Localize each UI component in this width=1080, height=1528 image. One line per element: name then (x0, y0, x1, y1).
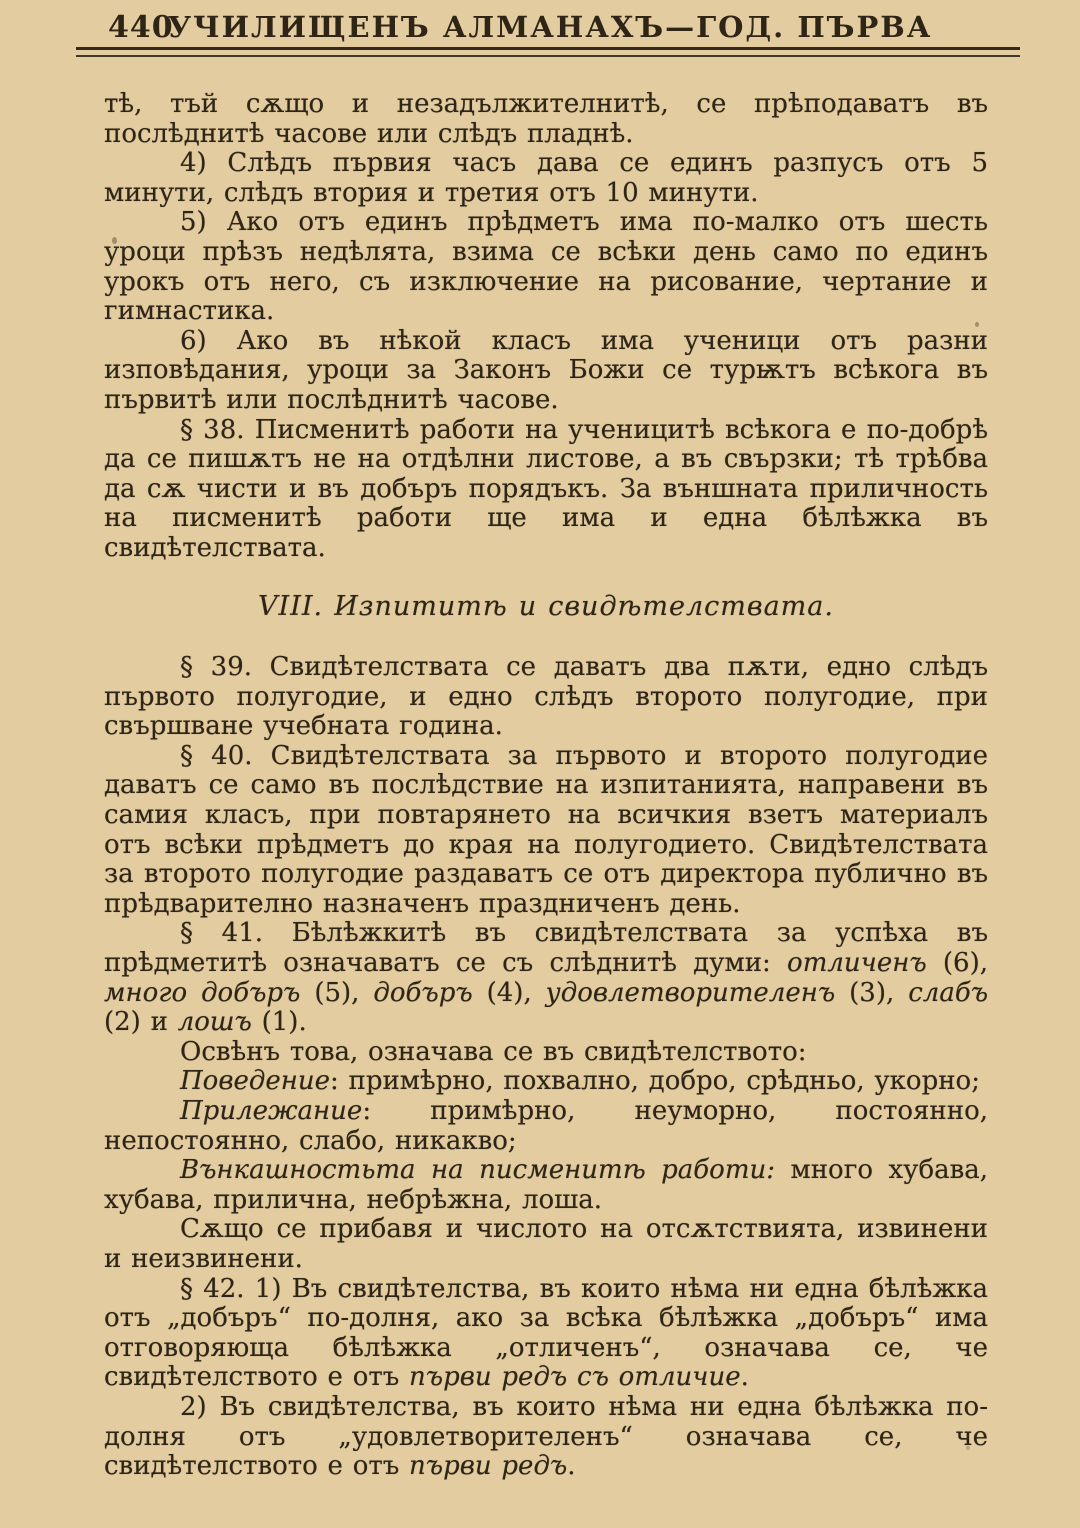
paragraph (104, 1097, 988, 1156)
paragraph (104, 416, 988, 564)
text-run: § 41. Бѣлѣжкитѣ въ свидѣтелствата за успѣха въ прѣдметитѣ означаватъ се съ слѣднитѣ думи: (104, 918, 988, 979)
text-run: (4), (472, 977, 546, 1008)
paragraph (104, 90, 988, 149)
page-body (104, 90, 988, 1482)
text-run: VIII. Изпититѣ и свидѣтелствата. (258, 590, 834, 622)
italic-run: отличенъ (787, 948, 927, 979)
text-run: : примѣрно, похвално, добро, срѣдньо, укорно; (329, 1066, 980, 1097)
running-title: УЧИЛИЩЕНЪ АЛМАНАХЪ—ГОД. ПЪРВА (167, 10, 933, 44)
italic-run: много добъръ (104, 977, 301, 1008)
text-run: 4) Слѣдъ първия часъ дава се единъ разпусъ отъ 5 минути, слѣдъ втория и третия отъ 10 минути. (104, 148, 988, 208)
italic-run: Поведение (180, 1066, 330, 1097)
text-run: (3), (835, 977, 909, 1008)
text-run: § 40. Свидѣтелствата за първото и второто полугодие даватъ се само въ послѣдствие на изпитанията, направени въ самия класъ, при повтарянето на всичкия взетъ материалъ отъ всѣки прѣдметъ до края на полугодието. Свидѣтелствата за второто полугодие раздаватъ се отъ директора публично въ прѣдварително назначенъ праздниченъ день. (104, 740, 988, 919)
italic-run: слабъ (908, 977, 989, 1008)
text-run: много хубава, хубава, прилична, небрѣжна, лоша. (104, 1155, 989, 1215)
paragraph (104, 208, 988, 326)
paragraph (104, 327, 988, 416)
text-run: . (567, 1451, 576, 1482)
text-run: Освѣнъ това, означава се въ свидѣтелството: (180, 1036, 807, 1067)
text-run: § 38. Писменитѣ работи на ученицитѣ всѣкога е по-добрѣ да се пишѫтъ не на отдѣлни листове, а въ свързки; тѣ трѣбва да сѫ чисти и въ добъръ порядъкъ. За външната приличность на писменитѣ работи ще има и една бѣлѣжка въ свидѣтелствата. (104, 414, 988, 563)
italic-run: първи редъ съ отличие (409, 1362, 741, 1393)
text-run: (6), (926, 948, 989, 979)
paragraph (104, 742, 988, 920)
paragraph (104, 1156, 988, 1215)
paragraph (104, 1038, 988, 1068)
text-run: 2) Въ свидѣтелства, въ които нѣма ни една бѣлѣжка по-долня отъ „удовлетворителенъ“ означава се, че свидѣтелството е отъ (104, 1391, 988, 1482)
italic-run: Прилежание (180, 1096, 363, 1126)
text-run: § 39. Свидѣтелствата се даватъ два пѫти, едно слѣдъ първото полугодие, и едно слѣдъ второто полугодие, при свършване учебната година. (104, 652, 988, 742)
text-run: : примѣрно, неуморно, постоянно, непостоянно, слабо, никакво; (104, 1096, 988, 1156)
section-heading (104, 592, 988, 622)
paragraph (104, 149, 988, 208)
text-run: (5), (300, 977, 374, 1008)
text-run: 6) Ако въ нѣкой класъ има ученици отъ разни изповѣдания, уроци за Законъ Божи се турѭтъ всѣкога въ първитѣ или послѣднитѣ часове. (104, 325, 988, 415)
italic-run: добъръ (373, 977, 473, 1008)
paragraph (104, 1067, 988, 1097)
italic-run: лошъ (177, 1007, 252, 1038)
text-run: тѣ, тъй сѫщо и незадължителнитѣ, се прѣподаватъ въ послѣднитѣ часове или слѣдъ пладнѣ. (104, 89, 988, 149)
italic-run: удовлетворителенъ (545, 977, 836, 1008)
text-run: § 42. 1) Въ свидѣтелства, въ които нѣма ни една бѣлѣжка отъ „добъръ“ по-долня, ако за всѣка бѣлѣжка „добъръ“ има отговоряюща бѣлѣжка „отличенъ“, означава се, че свидѣтелството е отъ (104, 1273, 988, 1393)
paragraph (104, 1393, 988, 1482)
page-header (0, 6, 1080, 46)
paper-speck (966, 1446, 970, 1450)
italic-run: първи редъ (409, 1451, 568, 1482)
paragraph (104, 653, 988, 742)
paper-speck (112, 237, 117, 244)
text-run: 5) Ако отъ единъ прѣдметъ има по-малко отъ шесть уроци прѣзъ недѣлята, взима се всѣки день само по единъ урокъ отъ него, съ изключение на рисование, чертание и гимнастика. (104, 207, 988, 327)
italic-run: Вънкашностьта на писменитѣ работи: (180, 1155, 775, 1186)
paragraph (104, 1275, 988, 1393)
text-run: Сѫщо се прибавя и числото на отсѫтствията, извинени и неизвинени. (104, 1214, 988, 1274)
text-run: (1). (251, 1007, 307, 1038)
paragraph (104, 919, 988, 1037)
header-rule (76, 47, 1020, 57)
text-run: (2) и (104, 1007, 178, 1038)
paper-speck (975, 322, 979, 327)
paragraph (104, 1215, 988, 1274)
page-number: 440 (108, 10, 174, 45)
text-run: . (740, 1362, 749, 1393)
